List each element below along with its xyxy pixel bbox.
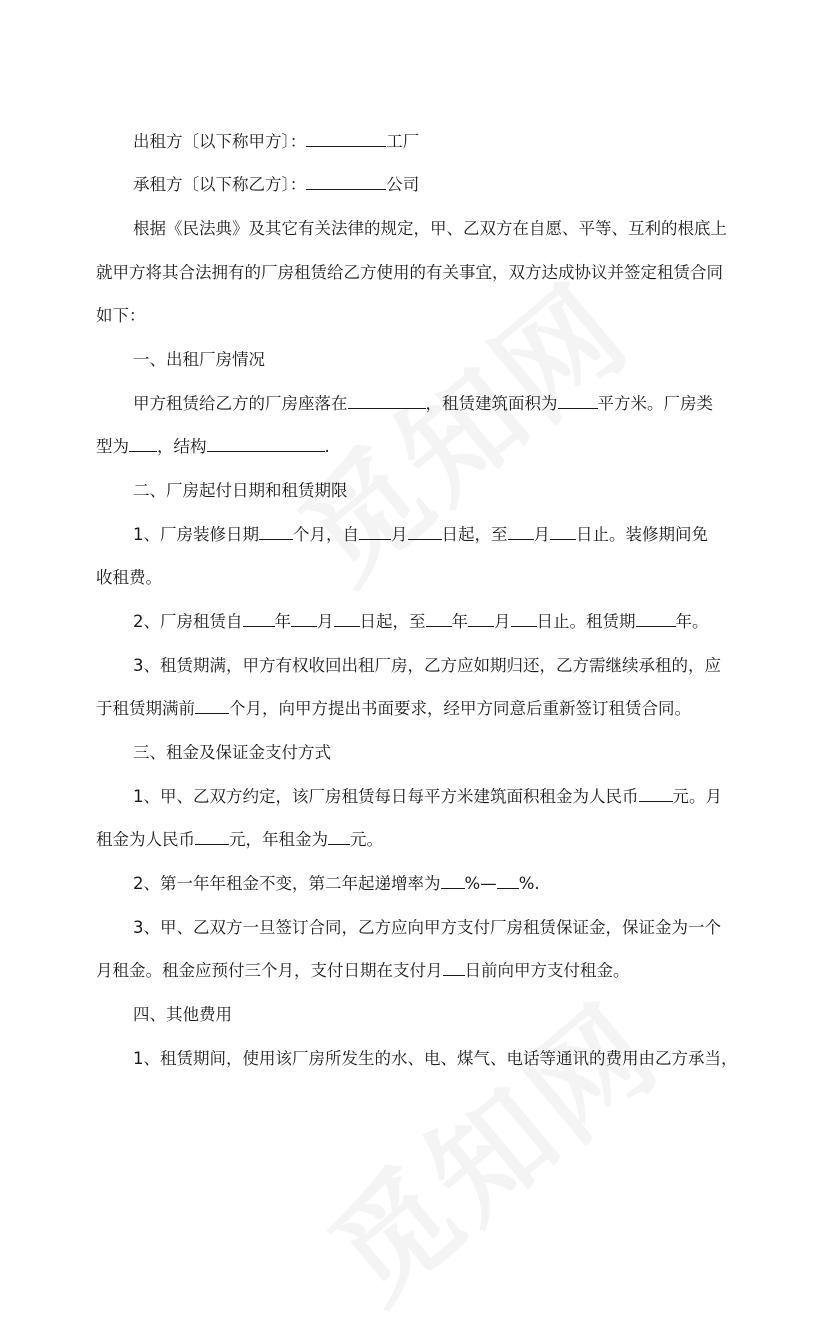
blank bbox=[426, 611, 452, 627]
lessor-line: 出租方〔以下称甲方〕： 工厂 bbox=[133, 132, 420, 151]
paragraph-line: 3、甲、乙双方一旦签订合同，乙方应向甲方支付厂房租赁保证金，保证金为一个 bbox=[133, 918, 721, 937]
blank bbox=[207, 436, 325, 452]
paragraph-line: 月租金。租金应预付三个月，支付日期在支付月 日前向甲方支付租金。 bbox=[96, 961, 630, 980]
blank bbox=[639, 786, 673, 802]
blank bbox=[348, 393, 426, 409]
blank bbox=[511, 611, 537, 627]
blank bbox=[129, 436, 157, 452]
blank bbox=[328, 829, 350, 845]
paragraph-line: 2、第一年年租金不变，第二年起递增率为 %— %. bbox=[133, 874, 540, 893]
watermark bbox=[289, 959, 689, 1333]
blank bbox=[306, 131, 386, 147]
paragraph-line: 1、甲、乙双方约定，该厂房租赁每日每平方米建筑面积租金为人民币 元。月 bbox=[133, 787, 722, 806]
blank bbox=[443, 960, 465, 976]
blank bbox=[558, 393, 598, 409]
section-heading: 二、厂房起付日期和租赁期限 bbox=[133, 481, 348, 500]
blank bbox=[497, 873, 519, 889]
paragraph-line: 于租赁期满前 个月，向甲方提出书面要求，经甲方同意后重新签订租赁合同。 bbox=[96, 699, 691, 718]
paragraph-line: 3、租赁期满，甲方有权收回出租厂房，乙方应如期归还，乙方需继续承租的，应 bbox=[133, 656, 721, 675]
blank bbox=[291, 611, 317, 627]
paragraph-line: 就甲方将其合法拥有的厂房租赁给乙方使用的有关事宜，双方达成协议并签定租赁合同 bbox=[96, 263, 723, 282]
blank bbox=[441, 873, 465, 889]
paragraph-line: 根据《民法典》及其它有关法律的规定，甲、乙双方在自愿、平等、互利的根底上 bbox=[133, 219, 727, 238]
blank bbox=[508, 524, 534, 540]
blank bbox=[550, 524, 576, 540]
blank bbox=[243, 611, 275, 627]
paragraph-line: 1、租赁期间，使用该厂房所发生的水、电、煤气、电话等通讯的费用由乙方承当， bbox=[133, 1049, 738, 1068]
paragraph-line: 收租费。 bbox=[96, 568, 162, 587]
blank bbox=[259, 524, 293, 540]
paragraph-line: 2、厂房租赁自 年 月 日起，至 年 月 日止。租赁期 年。 bbox=[133, 612, 709, 631]
paragraph-line: 1、厂房装修日期 个月，自 月 日起，至 月 日止。装修期间免 bbox=[133, 525, 708, 544]
blank bbox=[334, 611, 360, 627]
section-heading: 一、出租厂房情况 bbox=[133, 350, 265, 369]
section-heading: 四、其他费用 bbox=[133, 1005, 232, 1024]
blank bbox=[408, 524, 442, 540]
paragraph-line: 如下： bbox=[96, 306, 146, 325]
blank bbox=[195, 698, 229, 714]
section-heading: 三、租金及保证金支付方式 bbox=[133, 743, 331, 762]
blank bbox=[636, 611, 676, 627]
blank bbox=[468, 611, 494, 627]
lessee-line: 承租方〔以下称乙方〕： 公司 bbox=[133, 175, 420, 194]
blank bbox=[306, 174, 386, 190]
paragraph-line: 租金为人民币 元，年租金为 元。 bbox=[96, 830, 383, 849]
blank bbox=[195, 829, 229, 845]
paragraph-line: 甲方租赁给乙方的厂房座落在 ，租赁建筑面积为 平方米。厂房类 bbox=[133, 394, 713, 413]
watermark bbox=[259, 239, 659, 614]
paragraph-line: 型为 ，结构 . bbox=[96, 437, 330, 456]
blank bbox=[359, 524, 391, 540]
